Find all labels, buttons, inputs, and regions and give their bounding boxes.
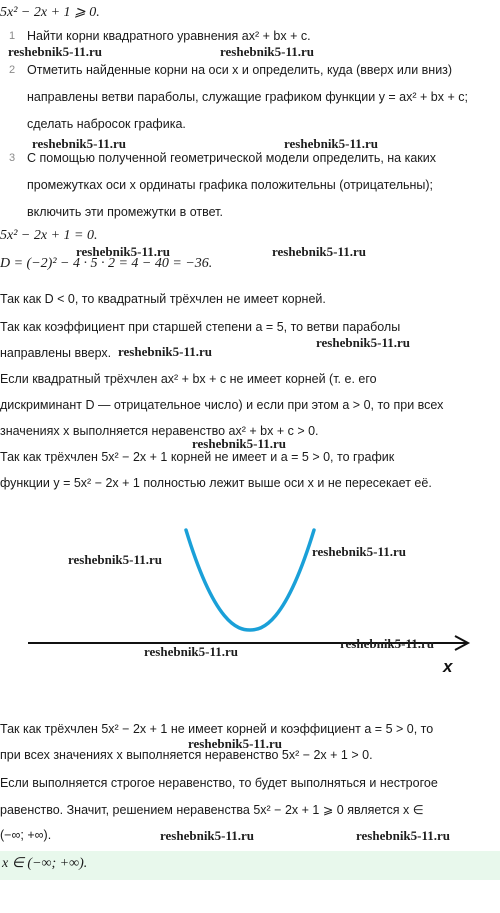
- watermark: reshebnik5-11.ru: [76, 244, 171, 259]
- paragraph-solution-1: Если выполняется строгое неравенство, то будет выполняться и нестрогое: [0, 776, 438, 790]
- paragraph-solution-2: равенство. Значит, решением неравенства 5x² − 2x + 1 ⩾ 0 является x ∈: [0, 803, 424, 817]
- step-text: Отметить найденные корни на оси x и определить, куда (вверх или вниз) направлены ветви параболы, служащие графиком функции y = ax² + bx + c; сделать набросок графика.: [27, 63, 468, 131]
- watermark: reshebnik5-11.ru: [68, 552, 163, 567]
- watermark: reshebnik5-11.ru: [192, 436, 287, 451]
- watermark: reshebnik5-11.ru: [32, 136, 127, 151]
- parabola-curve: [186, 530, 314, 630]
- watermark: reshebnik5-11.ru: [284, 136, 379, 151]
- watermark: reshebnik5-11.ru: [312, 544, 407, 559]
- paragraph-conclusion-1: Так как трёхчлен 5x² − 2x + 1 не имеет корней и коэффициент a = 5 > 0, то: [0, 722, 434, 736]
- watermark: reshebnik5-11.ru: [160, 828, 255, 843]
- paragraph-coefficient-1: Так как коэффициент при старшей степени a = 5, то ветви параболы: [0, 320, 401, 334]
- paragraph-coefficient-2: направлены вверх.: [0, 346, 112, 360]
- step-text: Найти корни квадратного уравнения ax² + bx + c.: [27, 29, 311, 43]
- watermark: reshebnik5-11.ru: [144, 644, 239, 659]
- watermark: reshebnik5-11.ru: [188, 736, 283, 751]
- watermark: reshebnik5-11.ru: [8, 44, 103, 59]
- watermark: reshebnik5-11.ru: [340, 636, 435, 651]
- answer-box: [0, 851, 500, 880]
- header-inequality: 5x² − 2x + 1 ⩾ 0.: [0, 5, 100, 20]
- step-number: 1: [9, 30, 16, 42]
- answer-text: x ∈ (−∞; +∞).: [2, 856, 88, 871]
- paragraph-no-roots: Так как D < 0, то квадратный трёхчлен не имеет корней.: [0, 292, 326, 306]
- paragraph-rule-1: Если квадратный трёхчлен ax² + bx + c не имеет корней (т. е. его: [0, 372, 377, 386]
- paragraph-graph-1: Так как трёхчлен 5x² − 2x + 1 корней не имеет и a = 5 > 0, то график: [0, 450, 395, 464]
- equation: 5x² − 2x + 1 = 0.: [0, 228, 98, 243]
- paragraph-rule-2: дискриминант D — отрицательное число) и если при этом a > 0, то при всех: [0, 398, 444, 412]
- step-text: С помощью полученной геометрической модели определить, на каких промежутках оси x ординаты графика положительны (отрицательны); включить эти промежутки в ответ.: [27, 151, 437, 219]
- watermark: reshebnik5-11.ru: [272, 244, 367, 259]
- paragraph-graph-2: функции y = 5x² − 2x + 1 полностью лежит выше оси x и не пересекает её.: [0, 476, 432, 490]
- paragraph-solution-3: (−∞; +∞).: [0, 828, 52, 842]
- paragraph-conclusion-2: при всех значениях x выполняется неравенство 5x² − 2x + 1 > 0.: [0, 748, 373, 762]
- x-axis-label: x: [443, 657, 453, 676]
- step-number: 2: [9, 64, 16, 76]
- parabola-graph: [0, 520, 500, 680]
- watermark: reshebnik5-11.ru: [356, 828, 451, 843]
- watermark: reshebnik5-11.ru: [316, 335, 411, 350]
- watermark: reshebnik5-11.ru: [220, 44, 315, 59]
- step-number: 3: [9, 152, 16, 164]
- discriminant-formula: D = (−2)² − 4 · 5 · 2 = 4 − 40 = −36.: [0, 256, 213, 271]
- paragraph-rule-3: значениях x выполняется неравенство ax² + bx + c > 0.: [0, 424, 319, 438]
- watermark: reshebnik5-11.ru: [118, 344, 213, 359]
- step-3: [0, 152, 492, 222]
- step-2: [0, 64, 492, 134]
